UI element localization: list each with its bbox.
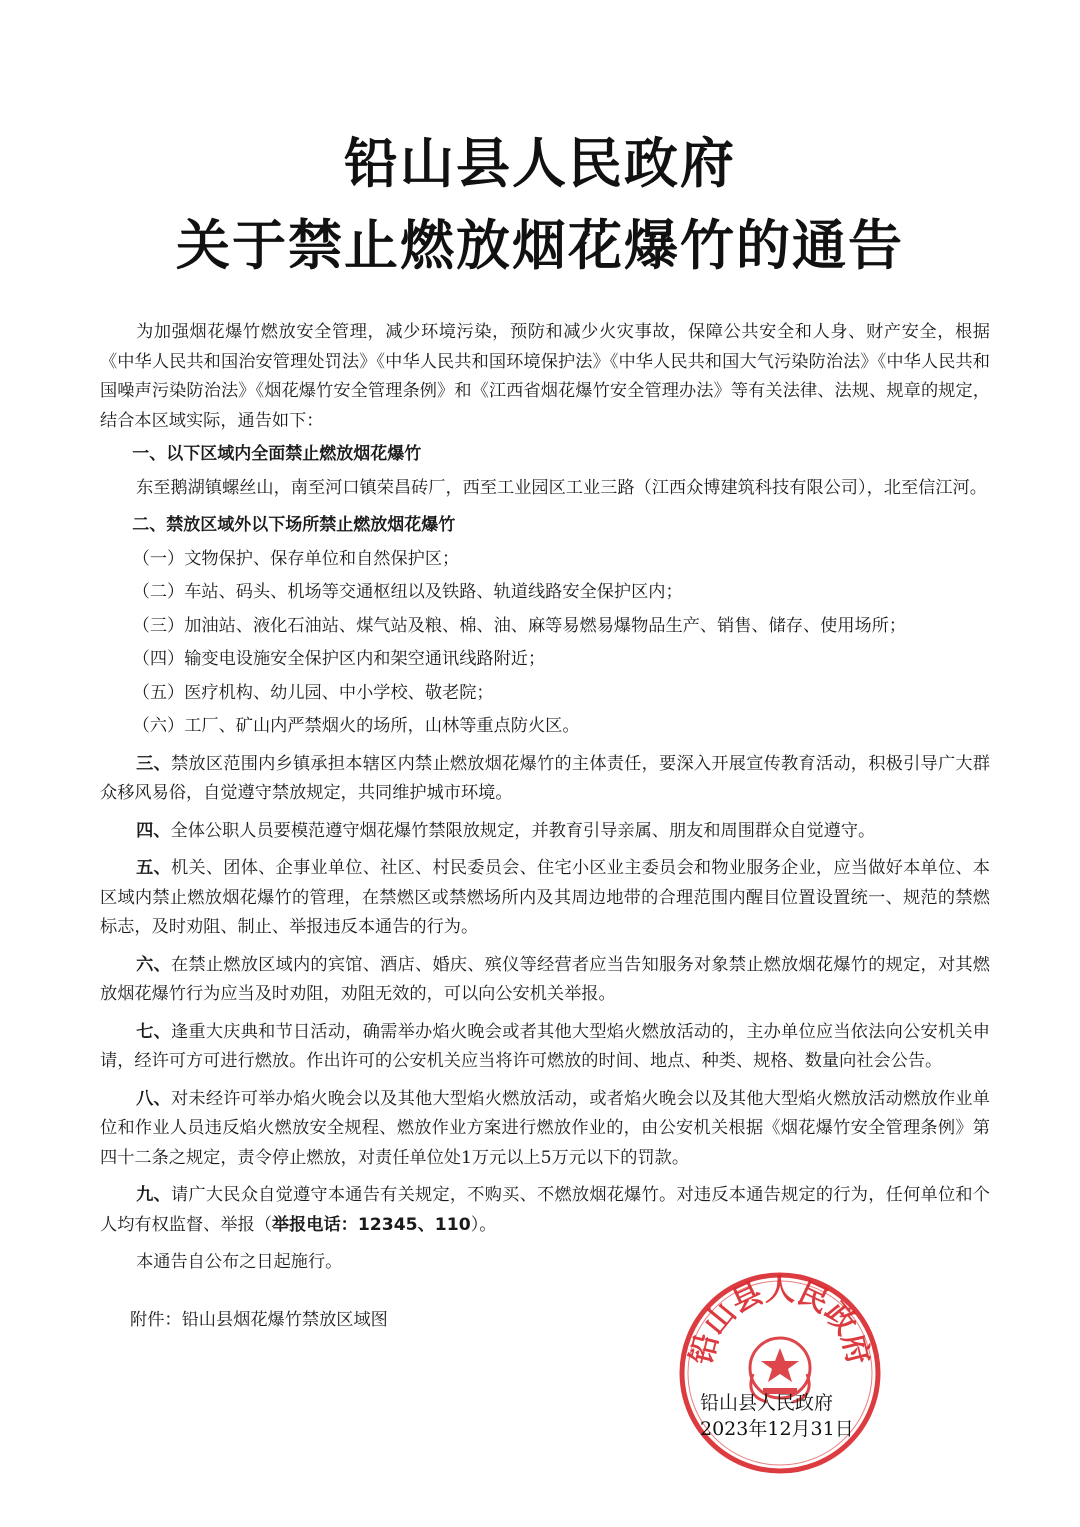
- section-2-item: （二）车站、码头、机场等交通枢纽以及铁路、轨道线路安全保护区内；: [132, 582, 683, 602]
- signature-date: 2023年12月31日: [700, 1418, 854, 1440]
- section-5-lead: 五、: [136, 858, 171, 878]
- title-line-2: 关于禁止燃放烟花爆竹的通告: [176, 213, 904, 277]
- intro-paragraph: 为加强烟花爆竹燃放安全管理，减少环境污染，预防和减少火灾事故，保障公共安全和人身、财产安全，根据《中华人民共和国治安管理处罚法》《中华人民共和国环境保护法》《中华人民共和国大气污染防治法》《中华人民共和国噪声污染防治法》《烟花爆竹安全管理条例》和《江西省烟花爆竹安全管理办法》等有关法律、法规、规章的规定，结合本区域实际，通告如下：: [100, 322, 990, 431]
- section-6-text: 在禁止燃放区域内的宾馆、酒店、婚庆、殡仪等经营者应当告知服务对象禁止燃放烟花爆竹的规定，对其燃放烟花爆竹行为应当及时劝阻，劝阻无效的，可以向公安机关举报。: [100, 954, 990, 1004]
- report-hotline: 举报电话：12345、110: [271, 1214, 471, 1235]
- section-5-paragraph: [100, 854, 990, 943]
- section-2-item: （一）文物保护、保存单位和自然保护区；: [132, 548, 460, 569]
- section-9-paragraph: [100, 1181, 990, 1240]
- section-2-heading: 二、禁放区域外以下场所禁止燃放烟花爆竹: [132, 515, 456, 535]
- section-5-text: 机关、团体、企事业单位、社区、村民委员会、住宅小区业主委员会和物业服务企业，应当做好本单位、本区域内禁止燃放烟花爆竹的管理，在禁燃区或禁燃场所内及其周边地带的合理范围内醒目位置设置统一、规范的禁燃标志，及时劝阻、制止、举报违反本通告的行为。: [100, 858, 990, 937]
- seal-ring-text: 铅山县人民政府: [684, 1273, 876, 1369]
- signature-org: 铅山县人民政府: [700, 1392, 834, 1414]
- attachment-note: 附件：铅山县烟花爆竹禁放区域图: [130, 1310, 388, 1330]
- section-6-paragraph: [100, 951, 990, 1010]
- section-3-lead: 三、: [136, 753, 171, 774]
- section-2-item: （三）加油站、液化石油站、煤气站及粮、棉、油、麻等易燃易爆物品生产、销售、储存、使用场所；: [132, 615, 907, 636]
- section-6-lead: 六、: [136, 954, 171, 975]
- section-8-lead: 八、: [136, 1088, 171, 1109]
- section-3-text: 禁放区范围内乡镇承担本辖区内禁止燃放烟花爆竹的主体责任，要深入开展宣传教育活动，积极引导广大群众移风易俗，自觉遵守禁放规定，共同维护城市环境。: [100, 753, 990, 803]
- title-line-1: 铅山县人民政府: [344, 131, 736, 195]
- section-2-item: （五）医疗机构、幼儿园、中小学校、敬老院；: [132, 682, 494, 703]
- section-8-paragraph: [100, 1085, 990, 1174]
- effective-statement: 本通告自公布之日起施行。: [136, 1252, 343, 1272]
- section-1-heading: 一、以下区域内全面禁止燃放烟花爆竹: [132, 444, 422, 464]
- section-4-paragraph: [100, 817, 990, 847]
- section-3-paragraph: [100, 750, 990, 809]
- section-9-tail: ）。: [470, 1214, 497, 1235]
- section-9-text: 请广大民众自觉遵守本通告有关规定，不购买、不燃放烟花爆竹。对违反本通告规定的行为，任何单位和个人均有权监督、举报（: [100, 1185, 990, 1235]
- section-2-item: （四）输变电设施安全保护区内和架空通讯线路附近；: [132, 649, 546, 669]
- section-8-text: 对未经许可举办焰火晚会以及其他大型焰火燃放活动，或者焰火晚会以及其他大型焰火燃放活动燃放作业单位和作业人员违反焰火燃放安全规程、燃放作业方案进行燃放作业的，由公安机关根据《烟花爆竹安全管理条例》第四十二条之规定，责令停止燃放，对责任单位处1万元以上5万元以下的罚款。: [100, 1088, 990, 1168]
- section-9-lead: 九、: [136, 1185, 171, 1205]
- section-4-lead: 四、: [136, 820, 171, 841]
- section-7-paragraph: [100, 1018, 990, 1077]
- section-2-item: （六）工厂、矿山内严禁烟火的场所，山林等重点防火区。: [132, 716, 580, 736]
- official-seal: [675, 1268, 885, 1478]
- section-4-text: 全体公职人员要模范遵守烟花爆竹禁限放规定，并教育引导亲属、朋友和周围群众自觉遵守。: [170, 820, 876, 841]
- section-1-text: 东至鹅湖镇螺丝山，南至河口镇荣昌砖厂，西至工业园区工业三路（江西众博建筑科技有限公司），北至信江河。: [136, 477, 987, 498]
- notice-body: [100, 318, 990, 1278]
- section-7-text: 逢重大庆典和节日活动，确需举办焰火晚会或者其他大型焰火燃放活动的，主办单位应当依法向公安机关申请，经许可方可进行燃放。作出许可的公安机关应当将许可燃放的时间、地点、种类、规格、数量向社会公告。: [100, 1021, 990, 1071]
- section-7-lead: 七、: [136, 1021, 171, 1042]
